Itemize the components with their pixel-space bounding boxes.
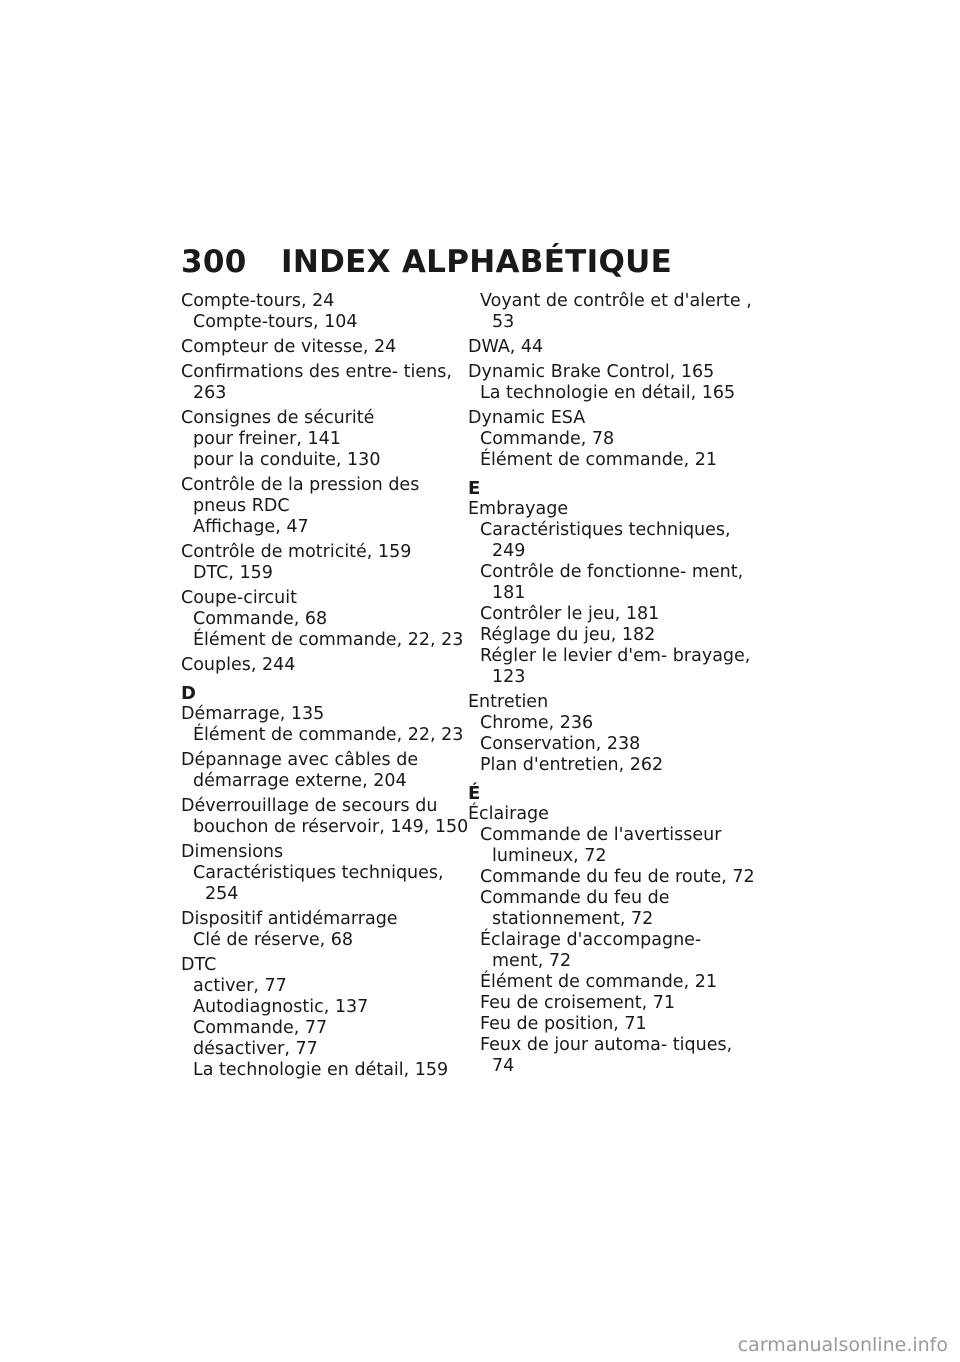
index-subentry: La technologie en détail, 165: [480, 383, 736, 403]
index-subentry: Régler le levier d'em- brayage, 123: [480, 646, 751, 687]
index-entry: Entretien: [468, 692, 549, 712]
index-letter: É: [468, 783, 481, 804]
page-title: INDEX ALPHABÉTIQUE: [281, 244, 673, 280]
index-entry: Déverrouillage de secours du bouchon de réservoir, 149, 150: [181, 796, 469, 837]
index-subentry: activer, 77: [193, 976, 287, 996]
index-subentry: Feu de croisement, 71: [480, 993, 676, 1013]
index-subentry: pour freiner, 141: [193, 429, 341, 449]
index-subentry: Élément de commande, 21: [480, 450, 717, 470]
page-header: [181, 244, 672, 280]
index-entry: DTC: [181, 955, 217, 975]
index-subentry: Commande de l'avertisseur lumineux, 72: [480, 825, 722, 866]
index-subentry: Élément de commande, 22, 23: [193, 725, 464, 745]
index-subentry: pour la conduite, 130: [193, 450, 381, 470]
index-subentry: Affichage, 47: [193, 517, 309, 537]
index-subentry: Feu de position, 71: [480, 1014, 647, 1034]
index-entry: Coupe-circuit: [181, 588, 297, 608]
index-entry: Embrayage: [468, 499, 569, 519]
index-subentry: Caractéristiques techniques, 254: [193, 863, 444, 904]
index-subentry: Clé de réserve, 68: [193, 930, 354, 950]
index-subentry: Contrôler le jeu, 181: [480, 604, 660, 624]
index-column-right: [468, 291, 758, 1077]
index-subentry: Voyant de contrôle et d'alerte , 53: [480, 291, 752, 332]
index-subentry: Commande du feu de stationnement, 72: [480, 888, 670, 929]
index-subentry: Plan d'entretien, 262: [480, 755, 664, 775]
index-subentry: Élément de commande, 22, 23: [193, 630, 464, 650]
index-entry: Couples, 244: [181, 655, 296, 675]
index-subentry: Compte-tours, 104: [193, 312, 358, 332]
index-entry: Compte-tours, 24: [181, 291, 335, 311]
index-entry: Dépannage avec câbles de démarrage externe, 204: [181, 750, 419, 791]
index-entry: Éclairage: [468, 804, 549, 824]
index-letter: E: [468, 478, 481, 499]
index-subentry: désactiver, 77: [193, 1039, 318, 1059]
index-subentry: Éclairage d'accompagne- ment, 72: [480, 930, 702, 971]
index-entry: Dynamic ESA: [468, 408, 586, 428]
index-letter: D: [181, 683, 196, 704]
index-subentry: La technologie en détail, 159: [193, 1060, 449, 1080]
index-entry: Confirmations des entre- tiens, 263: [181, 362, 452, 403]
index-entry: Consignes de sécurité: [181, 408, 375, 428]
index-entry: Contrôle de motricité, 159: [181, 542, 412, 562]
index-entry: Dynamic Brake Control, 165: [468, 362, 715, 382]
index-subentry: Commande du feu de route, 72: [480, 867, 755, 887]
index-subentry: DTC, 159: [193, 563, 273, 583]
index-subentry: Commande, 68: [193, 609, 328, 629]
page-number: 300: [181, 244, 247, 280]
index-entry: Démarrage, 135: [181, 704, 325, 724]
index-subentry: Commande, 78: [480, 429, 615, 449]
index-column-left: [181, 291, 471, 1081]
index-subentry: Réglage du jeu, 182: [480, 625, 656, 645]
index-entry: Compteur de vitesse, 24: [181, 337, 397, 357]
index-subentry: Contrôle de fonctionne- ment, 181: [480, 562, 744, 603]
index-subentry: Chrome, 236: [480, 713, 594, 733]
index-subentry: Élément de commande, 21: [480, 972, 717, 992]
watermark: carmanualsonline.info: [737, 1334, 948, 1356]
index-subentry: Caractéristiques techniques, 249: [480, 520, 731, 561]
index-subentry: Autodiagnostic, 137: [193, 997, 369, 1017]
index-subentry: Feux de jour automa- tiques, 74: [480, 1035, 733, 1076]
index-entry: Dispositif antidémarrage: [181, 909, 398, 929]
index-entry: DWA, 44: [468, 337, 544, 357]
index-entry: Dimensions: [181, 842, 284, 862]
index-subentry: Conservation, 238: [480, 734, 641, 754]
index-entry: Contrôle de la pression des pneus RDC: [181, 475, 420, 516]
index-subentry: Commande, 77: [193, 1018, 328, 1038]
